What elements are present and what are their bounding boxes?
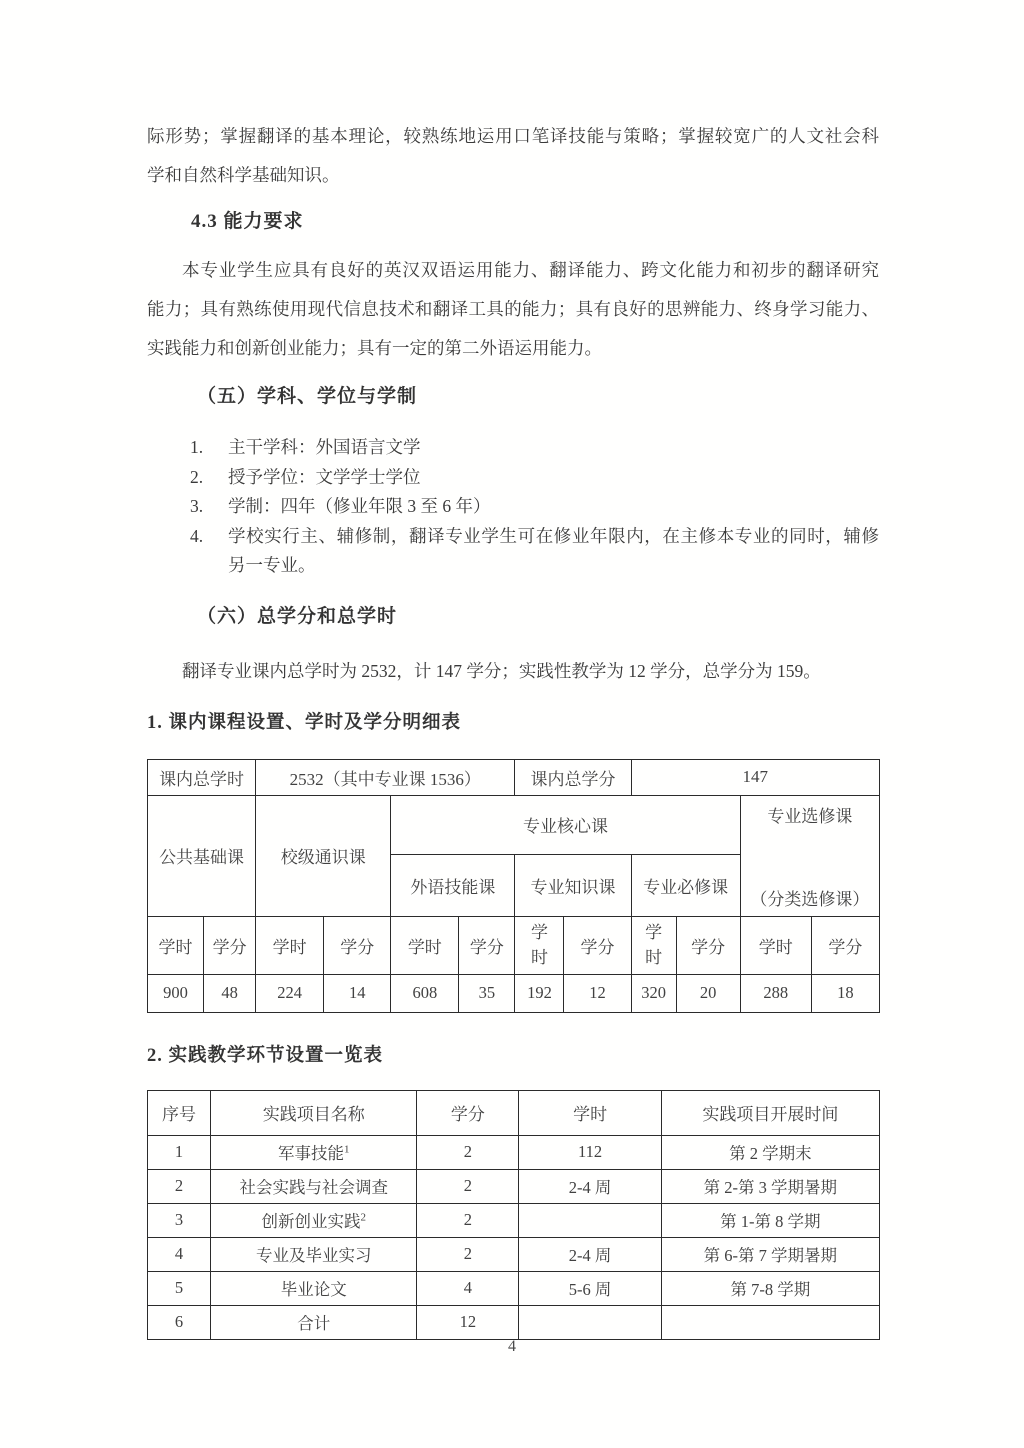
project-name: 军事技能 bbox=[277, 1144, 344, 1163]
paragraph-ability bbox=[147, 251, 879, 368]
list-item-number: 1. bbox=[190, 437, 204, 457]
cell-group-general: 校级通识课 bbox=[256, 795, 391, 916]
cell-group-core: 专业核心课 bbox=[391, 795, 740, 855]
list-item-text: 主干学科：外国语言文学 bbox=[228, 437, 421, 457]
unit-cell: 学时 bbox=[148, 916, 204, 974]
cell-time: 第 2 学期末 bbox=[661, 1135, 879, 1169]
cell-total-hours-value: 2532（其中专业课 1536） bbox=[256, 759, 515, 795]
unit-cell: 学分 bbox=[459, 916, 515, 974]
cell-name bbox=[211, 1271, 417, 1305]
table1-summary-row bbox=[148, 759, 880, 795]
unit-cell: 学分 bbox=[204, 916, 256, 974]
value-cell: 608 bbox=[391, 974, 459, 1012]
cell-hours: 2-4 周 bbox=[519, 1169, 661, 1203]
paragraph-totals: 翻译专业课内总学时为 2532，计 147 学分；实践性教学为 12 学分，总学分为 159。 bbox=[182, 660, 821, 681]
cell-time: 第 6-第 7 学期暑期 bbox=[661, 1237, 879, 1271]
cell-no: 5 bbox=[148, 1271, 211, 1305]
text-line: 际形势；掌握翻译的基本理论，较熟练地运用口笔译技能与策略；掌握较宽广的人文社会科 bbox=[147, 126, 879, 146]
cell-hours: 5-6 周 bbox=[519, 1271, 661, 1305]
text-line: 另一专业。 bbox=[228, 555, 316, 575]
unit-cell: 学分 bbox=[564, 916, 631, 974]
list-item bbox=[190, 492, 879, 522]
header-cell-hours: 学时 bbox=[519, 1090, 661, 1135]
cell-name bbox=[211, 1203, 417, 1237]
page-content bbox=[147, 0, 879, 1340]
value-cell: 320 bbox=[631, 974, 676, 1012]
section-heading-4-3: 4.3 能力要求 bbox=[191, 211, 304, 232]
unit-cell: 学时 bbox=[740, 916, 811, 974]
cell-core-sub-required: 专业必修课 bbox=[631, 855, 740, 916]
unit-cell bbox=[515, 916, 564, 974]
cell-no: 6 bbox=[148, 1305, 211, 1339]
cell-credits: 2 bbox=[417, 1169, 519, 1203]
list-item-number: 3. bbox=[190, 496, 204, 516]
list-item-text: 学制：四年（修业年限 3 至 6 年） bbox=[228, 496, 491, 516]
table2-title: 2. 实践教学环节设置一览表 bbox=[147, 1045, 384, 1066]
table2-header-row bbox=[148, 1090, 880, 1135]
unit-cell: 学分 bbox=[324, 916, 391, 974]
text-line: 实践能力和创新创业能力；具有一定的第二外语运用能力。 bbox=[147, 338, 602, 358]
cell-name bbox=[211, 1169, 417, 1203]
footnote-mark: 2 bbox=[360, 1211, 366, 1224]
table-row bbox=[148, 1169, 880, 1203]
table1-group-row bbox=[148, 795, 880, 855]
cell-no: 2 bbox=[148, 1169, 211, 1203]
project-name: 毕业论文 bbox=[280, 1280, 347, 1299]
list-item bbox=[190, 463, 879, 493]
text-line: 能力；具有熟练使用现代信息技术和翻译工具的能力；具有良好的思辨能力、终身学习能力、 bbox=[147, 299, 879, 319]
cell-core-sub-language-skills: 外语技能课 bbox=[391, 855, 515, 916]
cell-credits: 4 bbox=[417, 1271, 519, 1305]
value-cell: 12 bbox=[564, 974, 631, 1012]
unit-text: 学时 bbox=[645, 923, 663, 967]
value-cell: 288 bbox=[740, 974, 811, 1012]
cell-total-hours-label: 课内总学时 bbox=[148, 759, 256, 795]
project-name: 创新创业实践 bbox=[261, 1212, 361, 1231]
table-row bbox=[148, 1237, 880, 1271]
cell-credits: 2 bbox=[417, 1237, 519, 1271]
unit-text: 学时 bbox=[530, 923, 548, 967]
table-row bbox=[148, 1203, 880, 1237]
project-name: 合计 bbox=[297, 1314, 331, 1333]
cell-hours bbox=[519, 1203, 661, 1237]
cell-hours: 2-4 周 bbox=[519, 1237, 661, 1271]
unit-cell: 学分 bbox=[811, 916, 879, 974]
table1-values-row bbox=[148, 974, 880, 1012]
table1-unit-row bbox=[148, 916, 880, 974]
unit-cell: 学时 bbox=[391, 916, 459, 974]
table1-title: 1. 课内课程设置、学时及学分明细表 bbox=[147, 712, 462, 733]
cell-no: 3 bbox=[148, 1203, 211, 1237]
table-row bbox=[148, 1271, 880, 1305]
list-item bbox=[190, 522, 879, 581]
cell-name bbox=[211, 1135, 417, 1169]
value-cell: 48 bbox=[204, 974, 256, 1012]
cell-name bbox=[211, 1237, 417, 1271]
cell-hours: 112 bbox=[519, 1135, 661, 1169]
project-name: 专业及毕业实习 bbox=[255, 1246, 372, 1265]
footnote-mark: 1 bbox=[343, 1143, 350, 1156]
elective-line-2: （分类选修课） bbox=[750, 889, 870, 909]
text-line: 学校实行主、辅修制，翻译专业学生可在修业年限内，在主修本专业的同时，辅修 bbox=[228, 525, 879, 546]
cell-time: 第 7-8 学期 bbox=[661, 1271, 879, 1305]
cell-total-credits-label: 课内总学分 bbox=[515, 759, 631, 795]
numbered-list bbox=[190, 433, 879, 581]
header-cell-no: 序号 bbox=[148, 1090, 211, 1135]
page-number: 4 bbox=[508, 1338, 516, 1355]
unit-cell bbox=[631, 916, 676, 974]
value-cell: 192 bbox=[515, 974, 564, 1012]
cell-credits: 2 bbox=[417, 1203, 519, 1237]
section-heading-5: （五）学科、学位与学制 bbox=[197, 386, 418, 407]
curriculum-hours-credits-table bbox=[147, 759, 880, 1013]
value-cell: 35 bbox=[459, 974, 515, 1012]
value-cell: 14 bbox=[324, 974, 391, 1012]
list-item-text bbox=[228, 522, 879, 581]
paragraph-continuation bbox=[147, 117, 879, 195]
header-cell-time: 实践项目开展时间 bbox=[661, 1090, 879, 1135]
table-row bbox=[148, 1135, 880, 1169]
elective-lines bbox=[743, 802, 877, 910]
value-cell: 18 bbox=[811, 974, 879, 1012]
cell-group-public-basic: 公共基础课 bbox=[148, 795, 256, 916]
cell-time bbox=[661, 1305, 879, 1339]
cell-name bbox=[211, 1305, 417, 1339]
header-cell-credits: 学分 bbox=[417, 1090, 519, 1135]
cell-no: 1 bbox=[148, 1135, 211, 1169]
list-item bbox=[190, 433, 879, 463]
unit-cell: 学时 bbox=[256, 916, 324, 974]
text-line: 本专业学生应具有良好的英汉双语运用能力、翻译能力、跨文化能力和初步的翻译研究 bbox=[182, 260, 879, 280]
text-line: 学和自然科学基础知识。 bbox=[147, 165, 340, 185]
cell-core-sub-knowledge: 专业知识课 bbox=[515, 855, 631, 916]
value-cell: 224 bbox=[256, 974, 324, 1012]
cell-time: 第 1-第 8 学期 bbox=[661, 1203, 879, 1237]
header-cell-name: 实践项目名称 bbox=[211, 1090, 417, 1135]
list-item-text: 授予学位：文学学士学位 bbox=[228, 466, 421, 487]
cell-no: 4 bbox=[148, 1237, 211, 1271]
cell-credits: 2 bbox=[417, 1135, 519, 1169]
practice-teaching-table bbox=[147, 1090, 880, 1340]
value-cell: 900 bbox=[148, 974, 204, 1012]
project-name: 社会实践与社会调查 bbox=[239, 1178, 388, 1197]
cell-group-elective bbox=[740, 795, 879, 916]
cell-hours bbox=[519, 1305, 661, 1339]
cell-credits: 12 bbox=[417, 1305, 519, 1339]
table-row bbox=[148, 1305, 880, 1339]
unit-cell: 学分 bbox=[676, 916, 740, 974]
elective-line-1: 专业选修课 bbox=[767, 806, 853, 826]
section-heading-6: （六）总学分和总学时 bbox=[197, 605, 398, 627]
cell-total-credits-value: 147 bbox=[631, 759, 879, 795]
value-cell: 20 bbox=[676, 974, 740, 1012]
list-item-number: 4. bbox=[190, 525, 204, 546]
list-item-number: 2. bbox=[190, 466, 204, 487]
cell-time: 第 2-第 3 学期暑期 bbox=[661, 1169, 879, 1203]
